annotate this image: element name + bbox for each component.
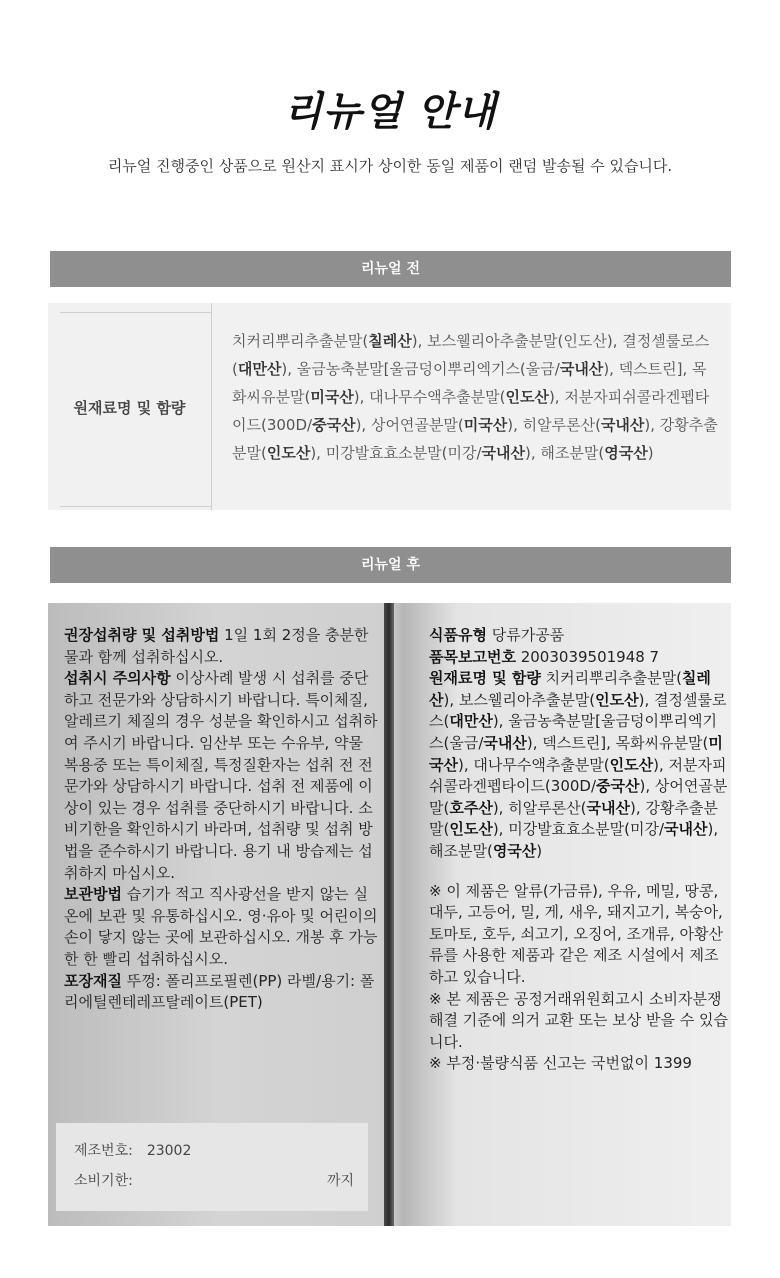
after-label-photo bbox=[48, 603, 731, 1226]
label-emphasis: 미국산 bbox=[429, 733, 723, 774]
label-text: ), 결정셀룰로스( bbox=[429, 690, 727, 731]
ingredient-text: 치커리뿌리추출분말( bbox=[232, 332, 369, 350]
label-emphasis: 호주산 bbox=[449, 798, 493, 817]
ingredient-text: ), 히알루론산( bbox=[507, 416, 601, 434]
label-emphasis: 칠레산 bbox=[429, 669, 711, 709]
label-text: ※ 부정·불량식품 신고는 국번없이 1399 bbox=[429, 1054, 692, 1073]
ingredient-text: ), 덱스트린], 목화씨유분말( bbox=[232, 360, 707, 406]
label-text: ), 해조분말( bbox=[429, 820, 719, 860]
label-paragraph bbox=[64, 625, 380, 668]
label-text: 뚜껑: 폴리프로필렌(PP) 라벨/용기: 폴리에틸렌테레프탈레이트(PET) bbox=[64, 971, 375, 1012]
ingredient-emphasis: 칠레산 bbox=[368, 332, 412, 350]
page-subtitle: 리뉴얼 진행중인 상품으로 원산지 표시가 상이한 동일 제품이 랜덤 발송될 수 있습니다. bbox=[107, 157, 673, 175]
ingredient-emphasis: 중국산 bbox=[312, 416, 356, 434]
label-emphasis: 인도산 bbox=[595, 690, 639, 709]
label-right-panel bbox=[429, 625, 729, 1075]
expiry-label: 소비기한: bbox=[74, 1173, 133, 1189]
label-emphasis: 영국산 bbox=[492, 841, 537, 860]
label-paragraph bbox=[429, 989, 729, 1054]
ingredients-row-label: 원재료명 및 함량 bbox=[73, 399, 186, 417]
ingredient-emphasis: 미국산 bbox=[463, 416, 508, 434]
label-text: 습기가 적고 직사광선을 받지 않는 실온에 보관 및 유통하십시오. 영·유아 및 어린이의 손이 닿지 않는 곳에 보관하십시오. 개봉 후 가능한 한 빨리 섭취하십시오. bbox=[64, 885, 378, 968]
expiry-value: 까지 bbox=[326, 1173, 354, 1189]
label-paragraph bbox=[429, 1053, 729, 1075]
label-left-panel bbox=[64, 625, 380, 1014]
label-text: 치커리뿌리추출분말( bbox=[540, 669, 682, 688]
lot-number-label: 제조번호: bbox=[74, 1143, 133, 1159]
table-rule bbox=[60, 506, 212, 507]
ingredient-text: ), 상어연골분말( bbox=[355, 416, 464, 434]
ingredient-text: ), 보스웰리아추출분말(인도산), 결정셀룰로스( bbox=[232, 332, 710, 378]
lot-number-value: 23002 bbox=[146, 1143, 192, 1159]
label-seam bbox=[384, 603, 394, 1226]
label-text: ), 히알루론산( bbox=[492, 798, 587, 817]
ingredient-emphasis: 영국산 bbox=[604, 444, 648, 462]
label-paragraph bbox=[429, 625, 729, 647]
label-text: ), 상어연골분말( bbox=[429, 777, 728, 817]
ingredient-emphasis: 미국산 bbox=[310, 388, 354, 406]
label-emphasis: 국내산 bbox=[664, 820, 708, 839]
label-emphasis: 중국산 bbox=[596, 777, 640, 796]
after-section-header: 리뉴얼 후 bbox=[50, 547, 731, 583]
label-text: 당류가공품 bbox=[486, 626, 565, 644]
ingredient-text: ), 울금농축분말[울금덩이뿌리엑기스(울금/ bbox=[281, 360, 560, 378]
ingredient-emphasis: 국내산 bbox=[600, 416, 645, 434]
table-column-divider bbox=[211, 303, 212, 510]
lot-info-box bbox=[56, 1123, 368, 1211]
label-text: ), 미강발효효소분말(미강/ bbox=[492, 820, 665, 839]
label-text: 1일 1회 2정을 충분한 물과 함께 섭취하십시오. bbox=[64, 626, 369, 666]
label-emphasis: 섭취시 주의사항 bbox=[64, 669, 171, 688]
ingredient-emphasis: 인도산 bbox=[266, 444, 311, 462]
label-emphasis: 대만산 bbox=[449, 712, 493, 731]
label-emphasis: 포장재질 bbox=[64, 971, 122, 990]
label-emphasis: 권장섭취량 및 섭취방법 bbox=[64, 626, 220, 644]
page-title: 리뉴얼 안내 bbox=[283, 89, 497, 135]
label-paragraph bbox=[64, 971, 380, 1014]
label-emphasis: 식품유형 bbox=[429, 626, 487, 644]
ingredient-emphasis: 대만산 bbox=[237, 360, 282, 378]
ingredient-text: ), 미강발효효소분말(미강/ bbox=[310, 444, 482, 462]
ingredient-emphasis: 국내산 bbox=[481, 444, 526, 462]
label-text: ), 덱스트린], 목화씨유분말( bbox=[526, 733, 709, 752]
before-ingredients-table bbox=[48, 303, 731, 510]
table-rule bbox=[60, 312, 212, 313]
label-text: ), 저분자피쉬콜라겐펩타이드(300D/ bbox=[429, 755, 727, 796]
ingredient-emphasis: 국내산 bbox=[559, 360, 604, 378]
label-paragraph bbox=[429, 647, 729, 669]
label-text: ), 울금농축분말[울금덩이뿌리엑기스(울금/ bbox=[429, 712, 717, 752]
ingredient-text: ), 대나무수액추출분말( bbox=[353, 388, 506, 406]
label-emphasis: 원재료명 및 함량 bbox=[429, 669, 541, 688]
label-text: ※ 본 제품은 공정거래위원회고시 소비자분쟁해결 기준에 의거 교환 또는 보상 받을 수 있습니다. bbox=[429, 989, 728, 1051]
ingredient-text: ), 강황추출분말( bbox=[232, 416, 718, 462]
ingredient-text: ), 해조분말( bbox=[525, 444, 605, 462]
paragraph-spacer bbox=[429, 863, 729, 881]
label-paragraph bbox=[429, 668, 729, 862]
label-text: 이상사례 발생 시 섭취를 중단하고 전문가와 상담하시기 바랍니다. 특이체질, 알레르기 체질의 경우 성분을 확인하시고 섭취하여 주시기 바랍니다. 임산부 또는 수유부, 약물 복용중 또는 특이체질, 특정질환자는 섭취 전 전문가와 상담하시기 바랍니다. 섭취 전 제품에 이상이 있는 경우 섭취를 중단하시기 바랍니다. 소비기한을 확인하시기 바라며, 섭취량 및 섭취 방법을 준수하시기 바랍니다. 용기 내 방습제는 섭취하지 마십시오. bbox=[64, 669, 378, 882]
label-paragraph bbox=[64, 884, 380, 970]
label-text: ), 보스웰리아추출분말( bbox=[443, 690, 596, 709]
label-text: ※ 이 제품은 알류(가금류), 우유, 메밀, 땅콩, 대두, 고등어, 밀, 게, 새우, 돼지고기, 복숭아, 토마토, 호두, 쇠고기, 오징어, 조개류, 아황산류를 사용한 제품과 같은 제조 시설에서 제조하고 있습니다. bbox=[429, 881, 724, 986]
label-text: ), 강황추출분말( bbox=[429, 798, 718, 839]
label-paragraph bbox=[64, 668, 380, 884]
label-emphasis: 국내산 bbox=[586, 798, 631, 817]
label-text: ) bbox=[536, 841, 543, 860]
ingredients-text bbox=[232, 327, 718, 467]
ingredient-emphasis: 인도산 bbox=[505, 388, 549, 406]
label-emphasis: 인도산 bbox=[449, 820, 493, 839]
label-emphasis: 국내산 bbox=[483, 733, 527, 752]
label-emphasis: 품목보고번호 bbox=[429, 647, 516, 666]
label-emphasis: 인도산 bbox=[609, 755, 654, 774]
lot-number-row bbox=[74, 1140, 191, 1160]
ingredient-text: ), 저분자피쉬콜라겐펩타이드(300D/ bbox=[232, 388, 710, 434]
ingredient-text: ) bbox=[647, 444, 654, 462]
label-emphasis: 보관방법 bbox=[64, 885, 122, 904]
label-text: ), 대나무수액추출분말( bbox=[457, 755, 610, 774]
label-paragraph bbox=[429, 881, 729, 989]
before-section-header: 리뉴얼 전 bbox=[50, 251, 731, 287]
label-text: 2003039501948 7 bbox=[515, 647, 660, 666]
